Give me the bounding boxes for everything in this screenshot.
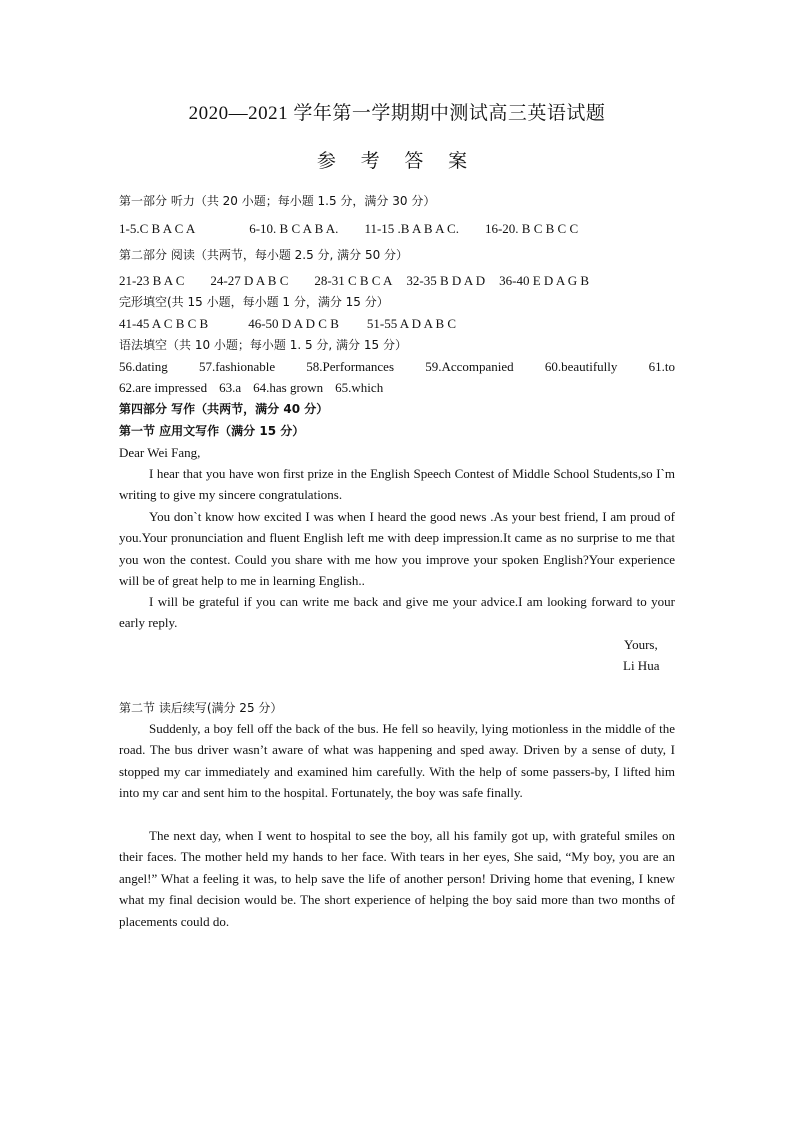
- part1-answers: [119, 221, 578, 237]
- grammar-answers-row2: [119, 380, 383, 396]
- answer-group: 11-15 .B A B A C.: [364, 221, 459, 236]
- letter-signature: Li Hua: [623, 658, 660, 673]
- grammar-answer: 63.a: [219, 380, 242, 395]
- grammar-answers-row1: [119, 359, 675, 375]
- story-paragraph: The next day, when I went to hospital to see the boy, all his family got up, with grateful smiles on their faces. The mother held my hands to her face. With tears in her eyes, She said, “My boy, you are an angel!” What a feeling it was, to help save the life of another person! Driving home that evening, I knew what my final decision would be. The short experience of helping the boy said more than two months of placements could do.: [119, 828, 675, 929]
- section2-heading: 第二节 读后续写(满分 25 分）: [119, 701, 283, 715]
- answer-group: 32-35 B D A D: [406, 273, 486, 288]
- grammar-answer: 61.to: [648, 359, 675, 374]
- letter-paragraph: I hear that you have won first prize in the English Speech Contest of Middle School Students,so I`m writing to give my sincere congratulations.: [119, 466, 675, 503]
- answer-group: 1-5.C B A C A: [119, 221, 196, 236]
- answer-group: 24-27 D A B C: [210, 273, 289, 288]
- part1-heading: 第一部分 听力（共 20 小题；每小题 1.5 分，满分 30 分）: [119, 194, 436, 208]
- grammar-answer: 62.are impressed: [119, 380, 208, 395]
- story-paragraph: Suddenly, a boy fell off the back of the bus. He fell so heavily, lying motionless in the middle of the road. The bus driver wasn’t aware of what was happening and sped away. Driven by a sense of duty, I stopped my car immediately and examined him carefully. With the help of some passers-by, I lifted him into my car and sent him to the hospital. Fortunately, the boy was safe finally.: [119, 721, 675, 801]
- letter-paragraph: I will be grateful if you can write me back and give me your advice.I am looking forward to your early reply.: [119, 594, 675, 631]
- grammar-answer: 65.which: [335, 380, 384, 395]
- grammar-answer: 57.fashionable: [198, 359, 276, 374]
- grammar-answer: 56.dating: [119, 359, 168, 374]
- answer-group: 6-10. B C A B A.: [249, 221, 339, 236]
- cloze-answers: [119, 316, 456, 332]
- grammar-heading: 语法填空（共 10 小题；每小题 1. 5 分, 满分 15 分）: [119, 338, 407, 352]
- part2-heading: 第二部分 阅读（共两节，每小题 2.5 分, 满分 50 分）: [119, 248, 409, 262]
- letter-closing: Yours,: [624, 637, 658, 652]
- grammar-answer: 64.has grown: [253, 380, 324, 395]
- grammar-answer: 59.Accompanied: [425, 359, 514, 374]
- answer-group: 28-31 C B C A: [314, 273, 393, 288]
- answer-group: 41-45 A C B C B: [119, 316, 209, 331]
- answer-group: 36-40 E D A G B: [499, 273, 590, 288]
- letter-greeting: Dear Wei Fang,: [119, 445, 201, 460]
- answer-group: 16-20. B C B C C: [484, 221, 579, 236]
- part2-answers: [119, 273, 589, 289]
- page-title: 2020—2021 学年第一学期期中测试高三英语试题: [188, 103, 606, 124]
- answer-group: 51-55 A D A B C: [366, 316, 457, 331]
- cloze-heading: 完形填空(共 15 小题，每小题 1 分，满分 15 分）: [119, 295, 389, 309]
- part4-heading: 第四部分 写作（共两节，满分 40 分）: [119, 402, 329, 416]
- answer-group: 21-23 B A C: [119, 273, 185, 288]
- grammar-answer: 58.Performances: [306, 359, 395, 374]
- grammar-answer: 60.beautifully: [544, 359, 618, 374]
- section1-heading: 第一节 应用文写作（满分 15 分）: [119, 424, 305, 438]
- page-subtitle: 参 考 答 案: [316, 151, 478, 172]
- letter-paragraph: You don`t know how excited I was when I heard the good news .As your best friend, I am proud of you.Your pronunciation and fluent English left me with deep impression.It came as no surprise to me that you won the contest. Could you share with me how you improve your spoken English?Your experience will be of great help to me in learning English..: [119, 509, 675, 589]
- answer-group: 46-50 D A D C B: [248, 316, 339, 331]
